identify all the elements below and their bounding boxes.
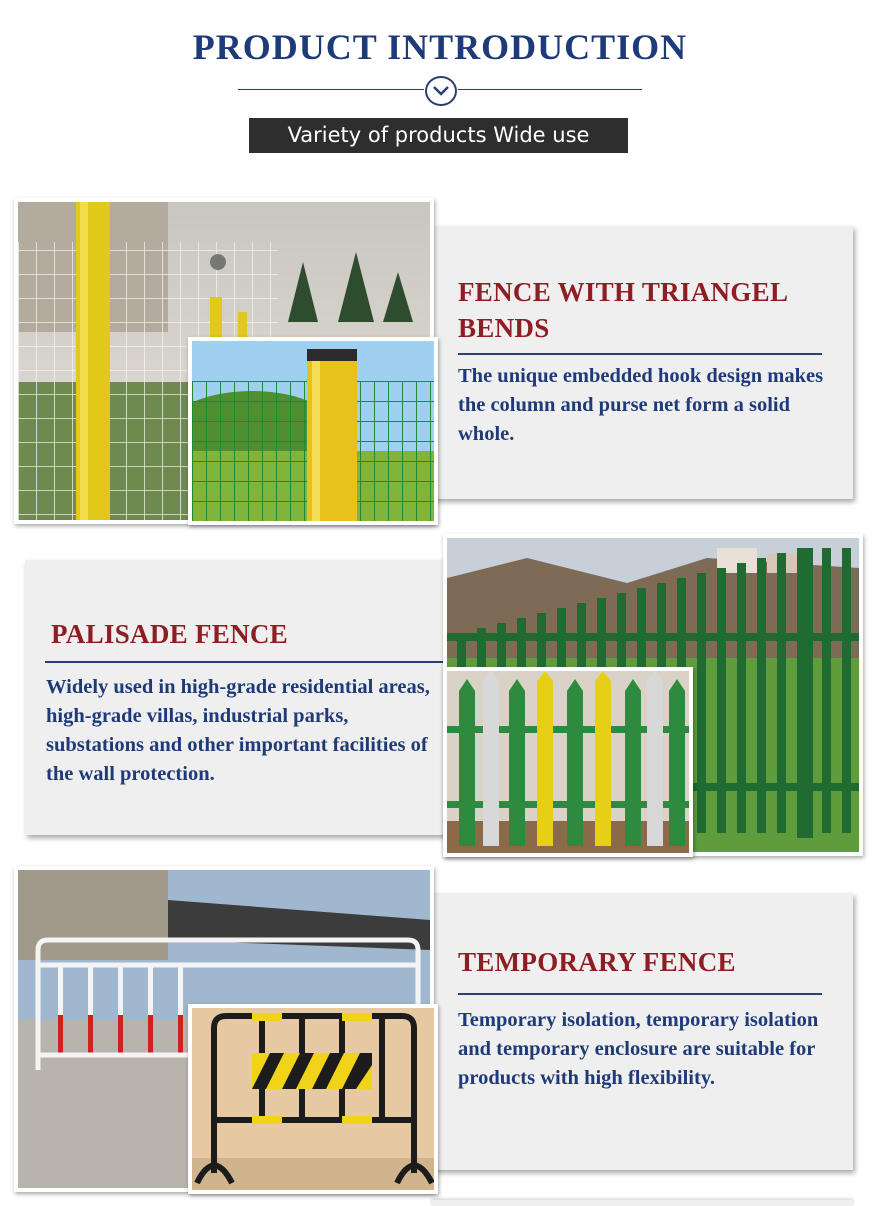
header-divider-left bbox=[238, 89, 424, 90]
header-divider-right bbox=[458, 89, 642, 90]
page-title: PRODUCT INTRODUCTION bbox=[192, 27, 688, 67]
chevron-down-icon bbox=[425, 76, 457, 106]
product-card bbox=[25, 560, 446, 835]
title-underline bbox=[458, 353, 822, 355]
product-photo-inset bbox=[443, 667, 693, 857]
subtitle-banner: Variety of products Wide use bbox=[249, 118, 628, 153]
product-title: TEMPORARY FENCE bbox=[458, 947, 736, 977]
product-card bbox=[432, 226, 853, 499]
next-card-edge bbox=[432, 1200, 853, 1206]
product-description: Widely used in high-grade residential areas, high-grade villas, industrial parks, substations and other important facilities of the wall protection. bbox=[46, 676, 430, 785]
product-title: PALISADE FENCE bbox=[51, 619, 288, 649]
product-description: Temporary isolation, temporary isolation and temporary enclosure are suitable for products with high flexibility. bbox=[458, 1009, 819, 1089]
title-underline bbox=[458, 993, 822, 995]
title-underline bbox=[45, 661, 445, 663]
product-photo-inset bbox=[188, 337, 438, 525]
product-title: FENCE WITH TRIANGEL BENDS bbox=[458, 277, 787, 343]
product-photo-inset bbox=[188, 1004, 438, 1194]
product-card bbox=[432, 893, 853, 1170]
product-description: The unique embedded hook design makes the column and purse net form a solid whole. bbox=[458, 365, 824, 445]
